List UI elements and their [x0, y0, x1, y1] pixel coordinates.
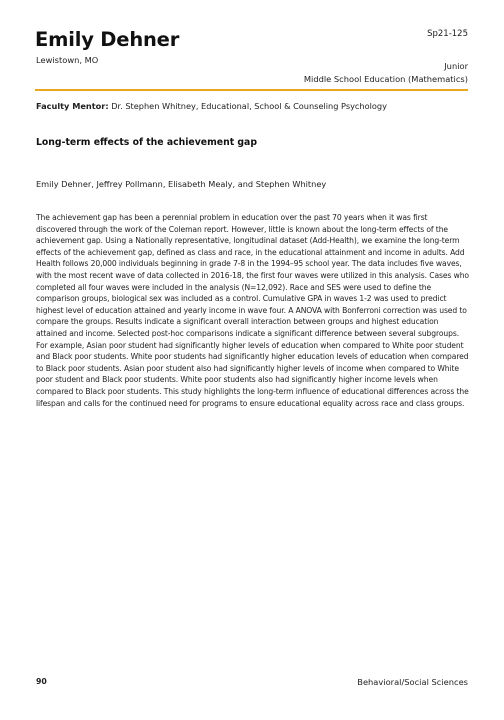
student-meta — [304, 60, 468, 85]
hometown: Lewistown, MO — [36, 55, 99, 65]
header-divider — [35, 89, 468, 91]
mentor-text: Dr. Stephen Whitney, Educational, School & Counseling Psychology — [111, 101, 387, 111]
major: Middle School Education (Mathematics) — [303, 73, 468, 84]
section-footer: Behavioral/Social Sciences — [357, 677, 468, 687]
faculty-mentor — [36, 101, 387, 111]
student-name: Emily Dehner — [35, 28, 180, 51]
author-list: Emily Dehner, Jeffrey Pollmann, Elisabeth Mealy, and Stephen Whitney — [36, 179, 327, 189]
class-year: Junior — [444, 61, 468, 71]
page-number: 90 — [36, 677, 47, 686]
abstract-body: The achievement gap has been a perennial problem in education over the past 70 years when it was first discovered through the work of the Coleman report. However, little is known about the long-term effects of the achievement gap. Using a Nationally representative, longitudinal dataset (Add-Health), we examine the long-term effects of the achievement gap, defined as class and race, in the educational attainment and income in adults. Add Health follows 20,000 individuals beginning in grade 7-8 in the 1994–95 school year. The data includes five waves, with the most recent wave of data collected in 2016-18, the first four waves were utilized in this analysis. Cases who completed all four waves were included in the analysis (N=12,092). Race and SES were used to define the comparison groups, biological sex was included as a control. Cumulative GPA in waves 1-2 was used to predict highest level of education attained and yearly income in wave four. A ANOVA with Bonferroni correction was used to compare the groups. Results indicate a significant overall interaction between groups and highest education attained and income. Selected post-hoc comparisons indicate a significant difference between several subgroups. For example, Asian poor student had significantly higher levels of education when compared to White poor student and Black poor students. White poor students had significantly higher education levels of education when compared to Black poor students. Asian poor student also had significantly higher levels of income when compared to White poor student and Black poor students. White poor students also had significantly higher income levels when compared to Black poor students. This study highlights the long-term influence of educational differences across the lifespan and calls for the continued need for programs to ensure educational equality across race and class groups. — [36, 213, 469, 408]
abstract-id: Sp21-125 — [427, 29, 468, 39]
abstract-title: Long-term effects of the achievement gap — [36, 137, 257, 148]
mentor-label: Faculty Mentor: — [36, 101, 109, 111]
